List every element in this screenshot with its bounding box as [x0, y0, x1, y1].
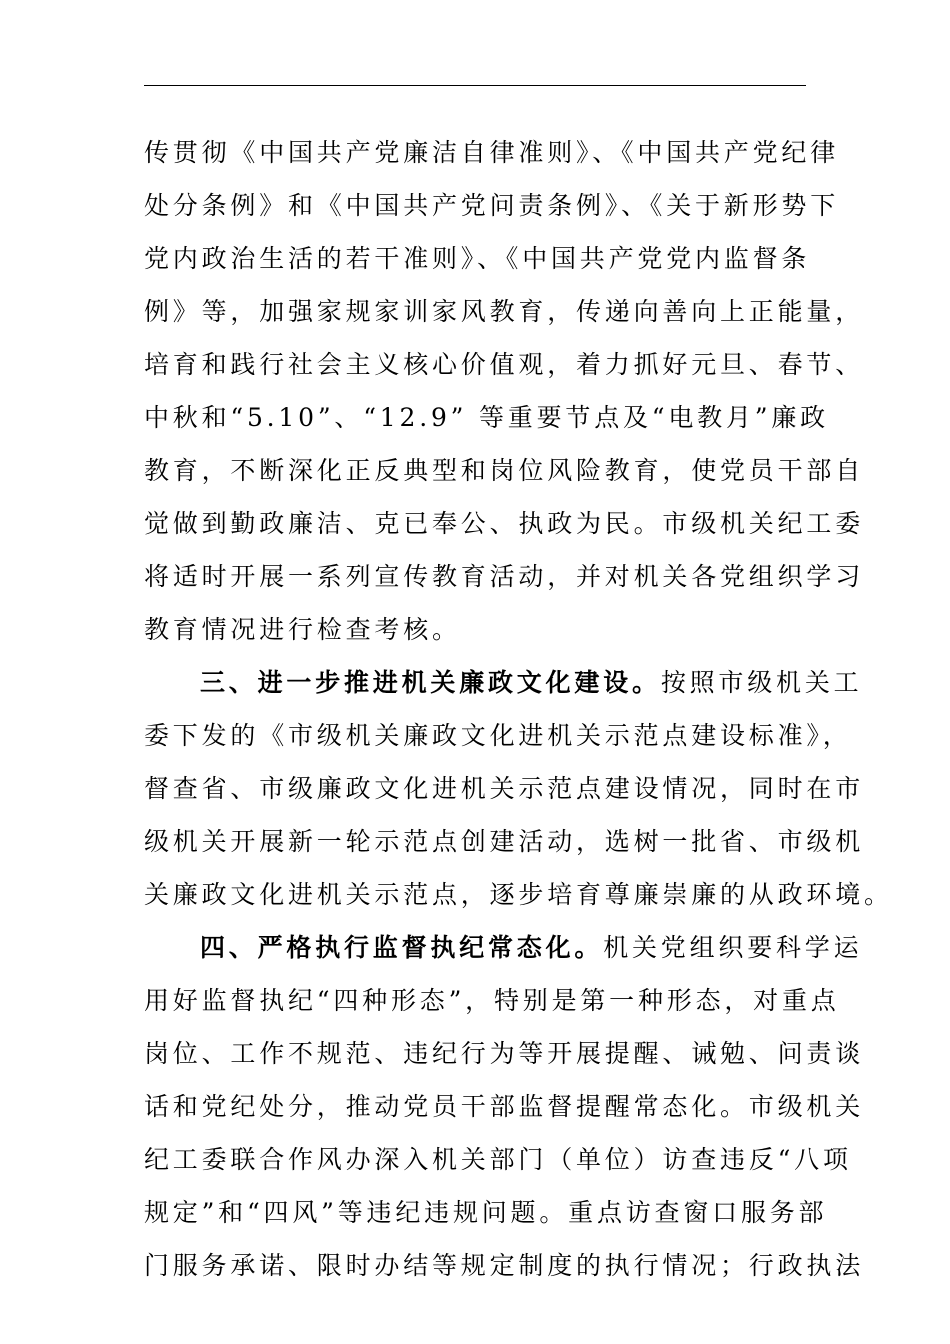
- section-3-first-line: [144, 656, 863, 709]
- text-line: 中秋和“5.10”、“12.9” 等重要节点及“电教月”廉政: [144, 403, 829, 432]
- text-line: 教育，不断深化正反典型和岗位风险教育，使党员干部自: [144, 456, 865, 485]
- section-3-heading: 三、进一步推进机关廉政文化建设。: [200, 668, 661, 697]
- text-line: 将适时开展一系列宣传教育活动，并对机关各党组织学习: [144, 562, 865, 591]
- text-line: 岗位、工作不规范、违纪行为等开展提醒、诫勉、问责谈: [144, 1039, 865, 1068]
- section-3-paragraph: [144, 656, 893, 921]
- text-line: 培育和践行社会主义核心价值观，着力抓好元旦、春节、: [144, 350, 865, 379]
- text-line: 用好监督执纪“四种形态”，特别是第一种形态，对重点: [144, 986, 840, 1015]
- section-3-text: 按照市级机关工: [660, 668, 863, 697]
- text-line: 委下发的《市级机关廉政文化进机关示范点建设标准》，: [144, 721, 852, 750]
- text-line: 觉做到勤政廉洁、克已奉公、执政为民。市级机关纪工委: [144, 509, 865, 538]
- text-line: 教育情况进行检查考核。: [144, 615, 461, 644]
- text-line: 督查省、市级廉政文化进机关示范点建设情况，同时在市: [144, 774, 865, 803]
- text-line: 处分条例》和《中国共产党问责条例》、《关于新形势下: [144, 191, 840, 220]
- document-body: [144, 126, 893, 1292]
- text-line: 纪工委联合作风办深入机关部门（单位）访查违反“八项: [144, 1145, 852, 1174]
- text-line: 级机关开展新一轮示范点创建活动，选树一批省、市级机: [144, 827, 865, 856]
- section-4-paragraph: [144, 921, 865, 1292]
- text-line: 规定”和“四风”等违纪违规问题。重点访查窗口服务部: [144, 1198, 828, 1227]
- header-rule: [144, 85, 806, 86]
- section-4-text: 机关党组织要科学运: [603, 933, 863, 962]
- text-line: 话和党纪处分，推动党员干部监督提醒常态化。市级机关: [144, 1092, 865, 1121]
- paragraph-continuation: [144, 126, 865, 656]
- text-line: 党内政治生活的若干准则》、《中国共产党党内监督条: [144, 244, 811, 273]
- text-line: 关廉政文化进机关示范点，逐步培育尊廉崇廉的从政环境。: [144, 880, 893, 909]
- text-line: 门服务承诺、限时办结等规定制度的执行情况；行政执法: [144, 1251, 865, 1280]
- text-line: 例》等，加强家规家训家风教育，传递向善向上正能量，: [144, 297, 865, 326]
- text-line: 传贯彻《中国共产党廉洁自律准则》、《中国共产党纪律: [144, 138, 840, 167]
- section-4-first-line: [144, 921, 863, 974]
- section-4-heading: 四、严格执行监督执纪常态化。: [200, 933, 604, 962]
